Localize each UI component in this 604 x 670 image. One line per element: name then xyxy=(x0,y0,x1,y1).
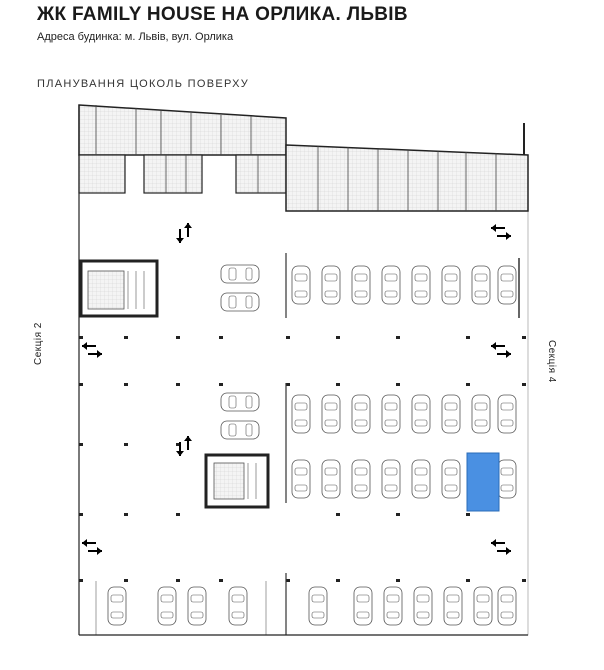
section-4-label: Секція 4 xyxy=(546,340,557,383)
storage-block-right xyxy=(286,123,528,211)
stair-core-top xyxy=(81,261,157,316)
storage-block-left xyxy=(79,105,286,193)
floor-plan xyxy=(36,103,564,663)
plan-section-title: ПЛАНУВАННЯ ЦОКОЛЬ ПОВЕРХУ xyxy=(37,78,250,90)
highlighted-parking-space[interactable] xyxy=(467,453,499,511)
parking-row-4 xyxy=(108,587,516,625)
address-text: Адреса будинка: м. Львів, вул. Орлика xyxy=(37,31,234,43)
stair-core-middle xyxy=(206,455,268,507)
page-title: ЖК FAMILY HOUSE НА ОРЛИКА. ЛЬВІВ xyxy=(37,4,408,25)
section-2-label: Секція 2 xyxy=(33,322,44,365)
